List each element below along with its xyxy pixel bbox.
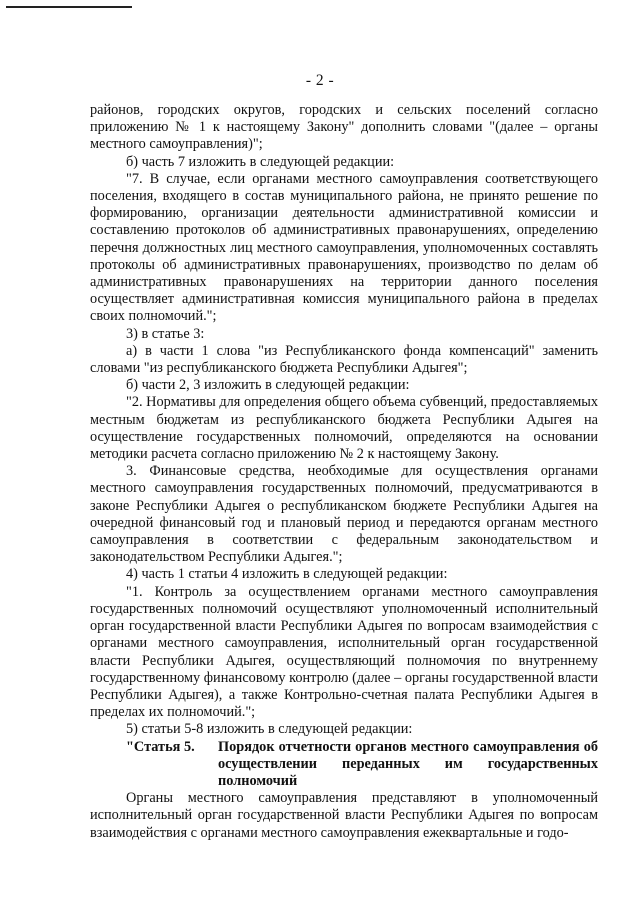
paragraph-part3-text: 3. Финансовые средства, необходимые для осуществления органами местного самоуправления государственных полномочий, предусматриваются в законе Республики Адыгея о республиканском бюджете Республики Адыгея на очередной финансовый год и плановый период и передаются органам местного самоуправления в соответствии с федеральным законодательством и законодательством Республики Адыгея."; — [90, 463, 598, 566]
top-rule — [6, 6, 132, 8]
paragraph-part2-text: "2. Нормативы для определения общего объема субвенций, предоставляемых местным бюджетам из республиканского бюджета Республики Адыгея на осуществление государственных полномочий, определяются на основании методики расчета согласно приложению № 2 к настоящему Закону. — [90, 394, 598, 463]
paragraph-part7-text: "7. В случае, если органами местного самоуправления соответствующего поселения, входящего в состав муниципального района, не принято решение по формированию, организации деятельности административной комиссии и составлению протоколов об административных правонарушениях, определению перечня должностных лиц местного самоуправления, уполномоченных составлять протоколы об административных правонарушениях, производство по делам об административных правонарушениях на территории данного поселения осуществляет административная комиссия муниципального района в пределах своих полномочий."; — [90, 170, 598, 325]
article-heading — [90, 739, 598, 791]
paragraph-item-3: 3) в статье 3: — [126, 325, 205, 342]
paragraph-item-b-part7: б) часть 7 изложить в следующей редакции: — [126, 153, 395, 170]
paragraph-continuation: районов, городских округов, городских и сельских поселений согласно приложению № 1 к настоящему Закону" дополнить словами "(далее – органы местного самоуправления)"; — [90, 102, 598, 153]
paragraph-item-5: 5) статьи 5-8 изложить в следующей редакции: — [126, 721, 413, 738]
article-label: "Статья 5. — [126, 738, 195, 755]
page-number: - 2 - — [305, 72, 335, 89]
article-title: Порядок отчетности органов местного самоуправления об осуществлении переданных им государственных полномочий — [218, 738, 598, 789]
paragraph-article5-text: Органы местного самоуправления представляют в уполномоченный исполнительный орган государственной власти Республики Адыгея по вопросам взаимодействия с органами местного самоуправления ежеквартальные и годо- — [90, 790, 598, 841]
paragraph-article4-part1-text: "1. Контроль за осуществлением органами местного самоуправления государственных полномочий осуществляют уполномоченный исполнительный орган государственной власти Республики Адыгея по вопросам взаимодействия с органами местного самоуправления, исполнительный орган государственной власти Республики Адыгея, осуществляющий полномочия по внутреннему государственному финансовому контролю (далее – органы государственной власти Республики Адыгея), а также Контрольно-счетная палата Республики Адыгея в пределах их полномочий."; — [90, 583, 598, 721]
document-body — [90, 102, 598, 842]
paragraph-item-4: 4) часть 1 статьи 4 изложить в следующей редакции: — [126, 566, 448, 583]
paragraph-item-a-part1: а) в части 1 слова "из Республиканского фонда компенсаций" заменить словами "из республиканского бюджета Республики Адыгея"; — [90, 342, 598, 377]
paragraph-item-b-parts2-3: б) части 2, 3 изложить в следующей редакции: — [126, 377, 410, 394]
